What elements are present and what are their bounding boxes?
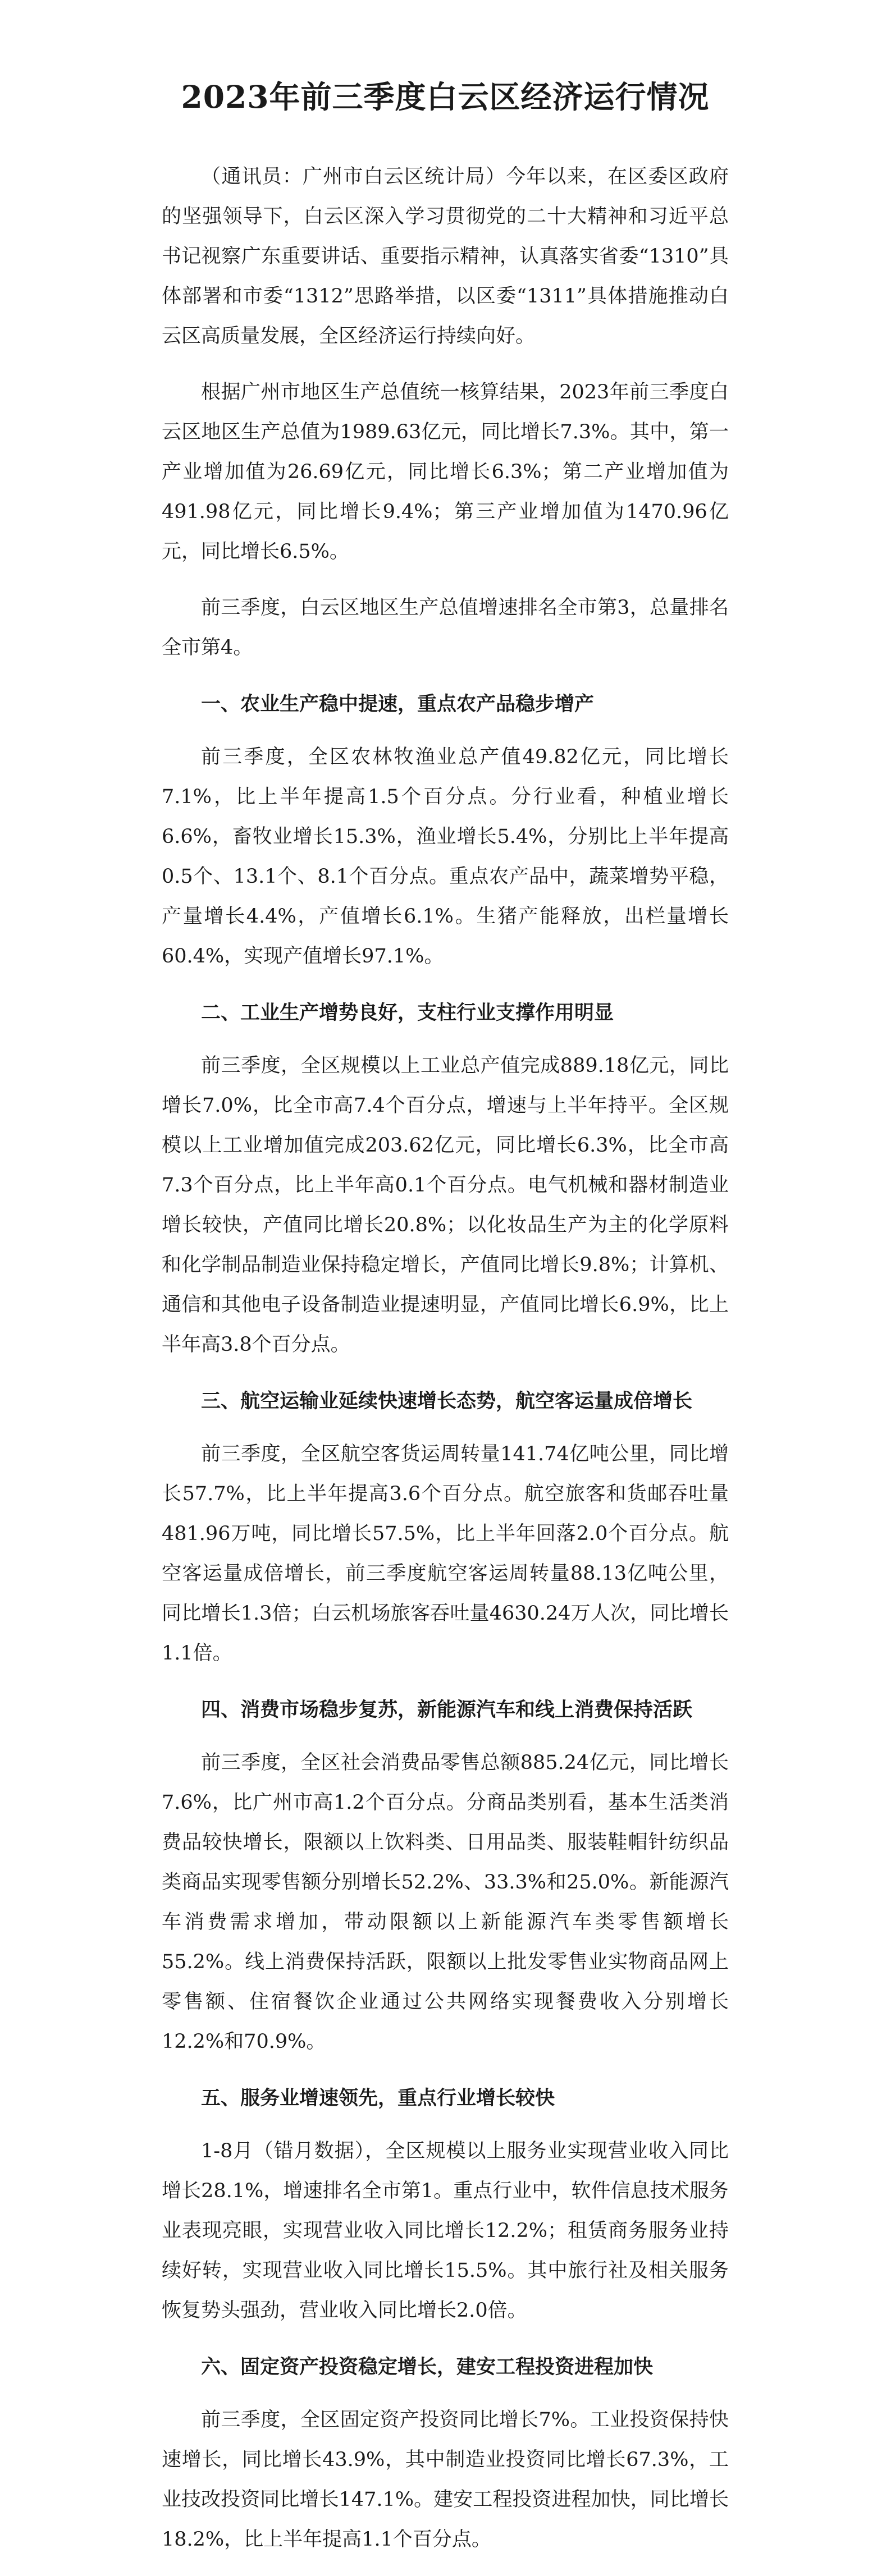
section-heading-services: 五、服务业增速领先，重点行业增长较快 (201, 2087, 555, 2110)
section-body-consumption: 前三季度，全区社会消费品零售总额885.24亿元，同比增长7.6%，比广州市高1.2个百分点。分商品类别看，基本生活类消费品较快增长，限额以上饮料类、日用品类、服装鞋帽针纺织品类商品实现零售额分别增长52.2%、33.3%和25.0%。新能源汽车消费需求增加，带动限额以上新能源汽车类零售额增长55.2%。线上消费保持活跃，限额以上批发零售业实物商品网上零售额、住宿餐饮企业通过公共网络实现餐费收入分别增长12.2%和70.9%。 (162, 1752, 729, 2053)
section-heading-aviation: 三、航空运输业延续快速增长态势，航空客运量成倍增长 (201, 1390, 693, 1413)
section-body-industry: 前三季度，全区规模以上工业总产值完成889.18亿元，同比增长7.0%，比全市高7.4个百分点，增速与上半年持平。全区规模以上工业增加值完成203.62亿元，同比增长6.3%，比全市高7.3个百分点，比上半年高0.1个百分点。电气机械和器材制造业增长较快，产值同比增长20.8%；以化妆品生产为主的化学原料和化学制品制造业保持稳定增长，产值同比增长9.8%；计算机、通信和其他电子设备制造业提速明显，产值同比增长6.9%，比上半年高3.8个百分点。 (162, 1055, 729, 1356)
section-heading-agriculture: 一、农业生产稳中提速，重点农产品稳步增产 (201, 693, 595, 716)
intro-paragraph: （通讯员：广州市白云区统计局）今年以来，在区委区政府的坚强领导下，白云区深入学习贯彻党的二十大精神和习近平总书记视察广东重要讲话、重要指示精神，认真落实省委“1310”具体部署和市委“1312”思路举措，以区委“1311”具体措施推动白云区高质量发展，全区经济运行持续向好。 (162, 166, 729, 347)
document (162, 79, 729, 2576)
section-body-agriculture: 前三季度，全区农林牧渔业总产值49.82亿元，同比增长7.1%，比上半年提高1.5个百分点。分行业看，种植业增长6.6%，畜牧业增长15.3%，渔业增长5.4%，分别比上半年提高0.5个、13.1个、8.1个百分点。重点农产品中，蔬菜增势平稳，产量增长4.4%，产值增长6.1%。生猪产能释放，出栏量增长60.4%，实现产值增长97.1%。 (162, 746, 729, 968)
section-body-aviation: 前三季度，全区航空客货运周转量141.74亿吨公里，同比增长57.7%，比上半年提高3.6个百分点。航空旅客和货邮吞吐量481.96万吨，同比增长57.5%，比上半年回落2.0个百分点。航空客运量成倍增长，前三季度航空客运周转量88.13亿吨公里，同比增长1.3倍；白云机场旅客吞吐量4630.24万人次，同比增长1.1倍。 (162, 1443, 729, 1665)
section-body-investment: 前三季度，全区固定资产投资同比增长7%。工业投资保持快速增长，同比增长43.9%，其中制造业投资同比增长67.3%，工业技改投资同比增长147.1%。建安工程投资进程加快，同比增长18.2%，比上半年提高1.1个百分点。 (162, 2409, 729, 2551)
overview-paragraph: 根据广州市地区生产总值统一核算结果，2023年前三季度白云区地区生产总值为1989.63亿元，同比增长7.3%。其中，第一产业增加值为26.69亿元，同比增长6.3%；第二产业增加值为491.98亿元，同比增长9.4%；第三产业增加值为1470.96亿元，同比增长6.5%。 (162, 381, 729, 563)
ranking-paragraph: 前三季度，白云区地区生产总值增速排名全市第3，总量排名全市第4。 (162, 597, 729, 659)
section-heading-industry: 二、工业生产增势良好，支柱行业支撑作用明显 (201, 1001, 614, 1024)
section-heading-consumption: 四、消费市场稳步复苏，新能源汽车和线上消费保持活跃 (201, 1698, 693, 1721)
page-title: 2023年前三季度白云区经济运行情况 (181, 79, 710, 115)
section-body-services: 1-8月（错月数据），全区规模以上服务业实现营业收入同比增长28.1%，增速排名全市第1。重点行业中，软件信息技术服务业表现亮眼，实现营业收入同比增长12.2%；租赁商务服务业持续好转，实现营业收入同比增长15.5%。其中旅行社及相关服务恢复势头强劲，营业收入同比增长2.0倍。 (162, 2140, 729, 2322)
section-heading-investment: 六、固定资产投资稳定增长，建安工程投资进程加快 (201, 2355, 654, 2378)
